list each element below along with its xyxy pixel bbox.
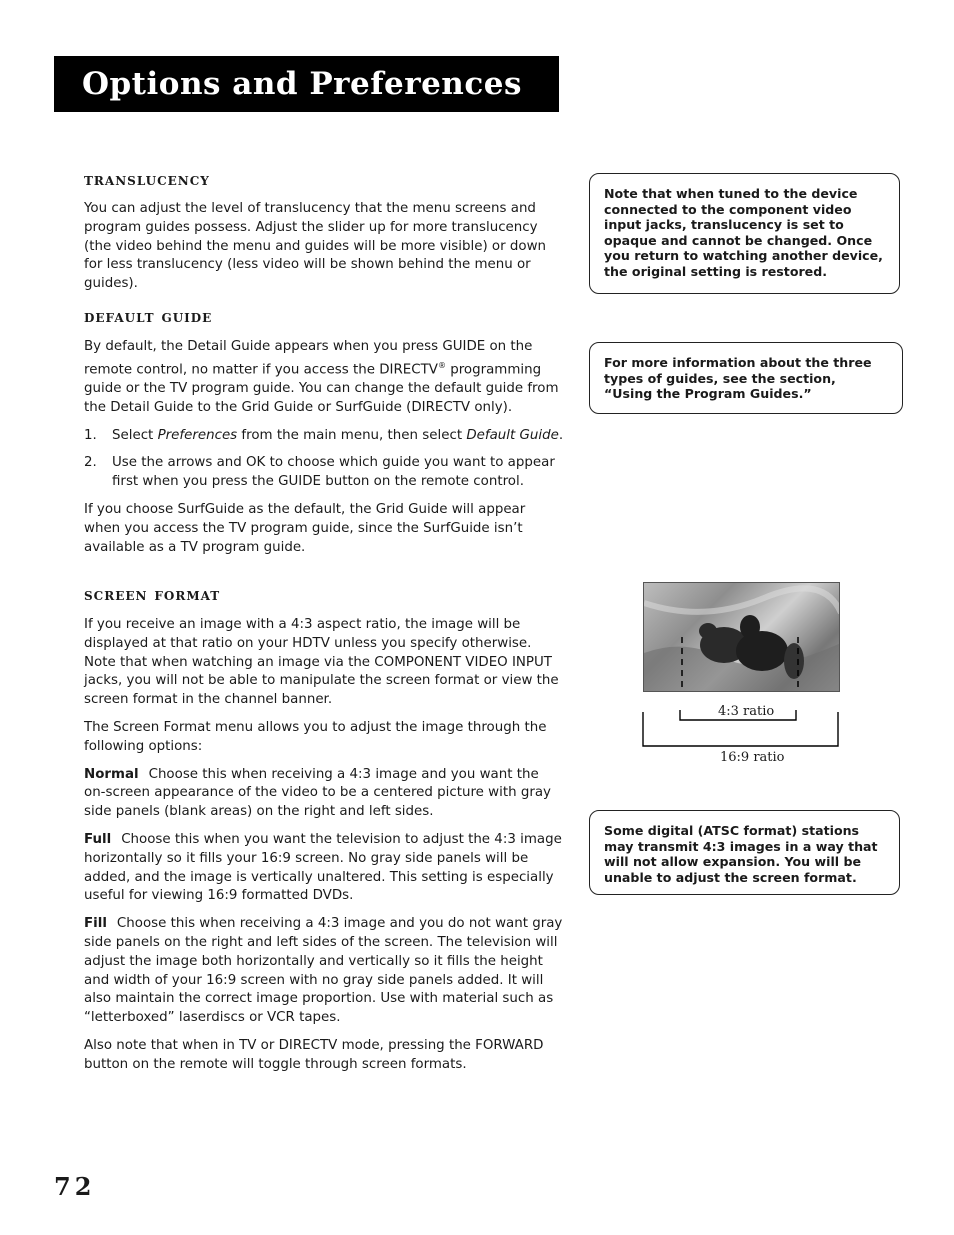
step-text: .: [558, 427, 564, 443]
translucency-section: [84, 200, 564, 303]
menu-name-default-guide: Default Guide: [466, 427, 559, 443]
aspect-ratio-figure: [640, 582, 845, 772]
option-text: Choose this when receiving a 4:3 image and you want the on-screen appearance of the video to be a centered picture with gray side panels (blank areas) on the right and left sides.: [84, 766, 551, 820]
translucency-body: You can adjust the level of translucency that the menu screens and program guides possess. Adjust the slider up for more translucency (the video behind the menu and guides will be more visible) or down for less translucency (less video will be shown behind the menu or guides).: [84, 201, 547, 292]
option-term: Fill: [84, 916, 107, 932]
note-program-guides: For more information about the three types of guides, see the section, “Using the Program Guides.”: [589, 342, 903, 414]
default-guide-intro-b: programming guide or the TV program guide. You can change the default guide from the Detail Guide to the Grid Guide or SurfGuide (DIRECTV only).: [84, 362, 559, 415]
step-item: [84, 427, 564, 446]
default-guide-outro: If you choose SurfGuide as the default, the Grid Guide will appear when you access the TV program guide, since the SurfGuide isn’t available as a TV program guide.: [84, 502, 526, 555]
option-full: [84, 831, 564, 906]
option-term: Normal: [84, 766, 139, 782]
screen-format-p3: Also note that when in TV or DIRECTV mode, pressing the FORWARD button on the remote will toggle through screen formats.: [84, 1037, 544, 1072]
step-text: from the main menu, then select: [237, 427, 467, 443]
screen-format-p1: If you receive an image with a 4:3 aspect ratio, the image will be displayed at that ratio on your HDTV unless you specify otherwise. Note that when watching an image via the COMPONENT VIDEO INPUT jacks, you will not be able to manipulate the screen format or view the screen format in the channel banner.: [84, 617, 559, 708]
step-number: 2.: [84, 455, 97, 471]
step-item: [84, 454, 564, 492]
option-term: Full: [84, 831, 112, 847]
page-header: [54, 56, 559, 112]
default-guide-section: [84, 338, 564, 566]
ratio-16-9-label: 16:9 ratio: [720, 750, 785, 765]
translucency-heading: translucency: [84, 170, 210, 190]
page-number: 72: [54, 1172, 96, 1201]
option-normal: [84, 766, 564, 822]
default-guide-intro-a: By default, the Detail Guide appears when you press GUIDE on the remote control, no matter if you access the DIRECTV: [84, 339, 533, 378]
option-fill: [84, 915, 564, 1028]
ratio-4-3-label: 4:3 ratio: [718, 704, 775, 719]
note-translucency: Note that when tuned to the device connected to the component video input jacks, translucency is set to opaque and cannot be changed. Once you return to watching another device, the original setting is restored.: [589, 173, 900, 294]
default-guide-heading: default guide: [84, 307, 213, 327]
screen-format-p2: The Screen Format menu allows you to adjust the image through the following options:: [84, 719, 547, 754]
note-atsc: Some digital (ATSC format) stations may transmit 4:3 images in a way that will not allow expansion. You will be unable to adjust the screen format.: [589, 810, 900, 895]
sea-lions-illustration: [644, 583, 840, 692]
screen-format-section: [84, 616, 564, 1084]
step-text: Use the arrows and OK to choose which guide you want to appear first when you press the GUIDE button on the remote control.: [112, 455, 555, 490]
step-number: 1.: [84, 427, 97, 443]
ratio-brackets: [640, 692, 845, 752]
sea-lions-photo: [643, 582, 840, 692]
page-title: Options and Preferences: [82, 66, 522, 102]
option-text: Choose this when you want the television to adjust the 4:3 image horizontally so it fills your 16:9 screen. No gray side panels will be added, and the image is vertically unaltered. This setting is especially useful for viewing 16:9 formatted DVDs.: [84, 831, 562, 904]
option-text: Choose this when receiving a 4:3 image and you do not want gray side panels on the right and left sides of the screen. The television will adjust the image both horizontally and vertically so it fills the height and width of your 16:9 screen with no gray side panels added. It will also maintain the correct image proportion. Use with material such as “letterboxed” laserdiscs or VCR tapes.: [84, 916, 563, 1026]
default-guide-steps: [84, 427, 564, 492]
screen-format-heading: screen format: [84, 585, 221, 605]
menu-name-preferences: Preferences: [157, 427, 238, 443]
step-text: Select: [112, 427, 158, 443]
registered-mark: ®: [437, 360, 446, 370]
default-guide-intro: [84, 338, 564, 418]
